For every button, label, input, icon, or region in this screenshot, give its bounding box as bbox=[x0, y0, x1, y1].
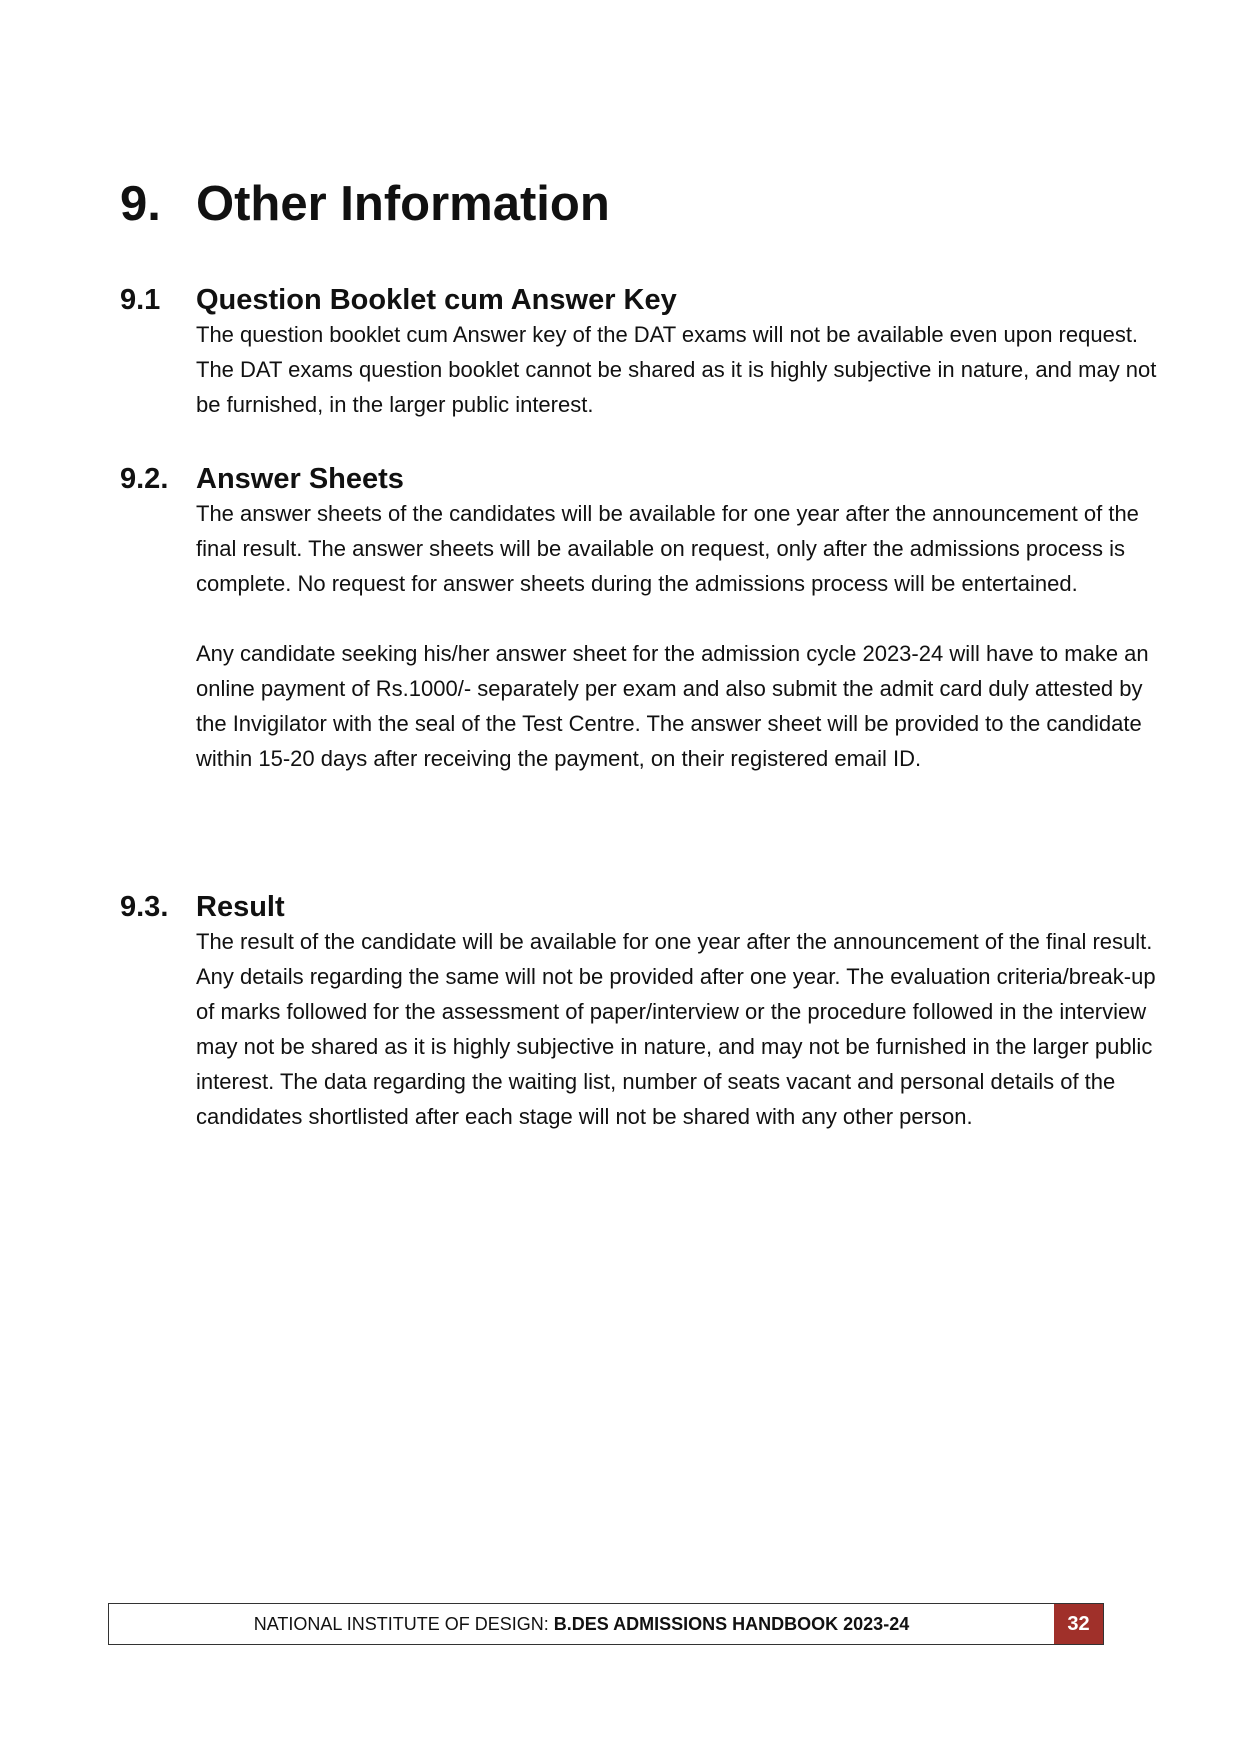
section-result bbox=[120, 890, 1160, 1134]
section-answer-sheets bbox=[120, 462, 1160, 776]
chapter-title: Other Information bbox=[196, 177, 610, 231]
section-title: Question Booklet cum Answer Key bbox=[196, 284, 677, 316]
chapter-number: 9. bbox=[120, 177, 161, 231]
section-body bbox=[196, 496, 1160, 776]
section-heading bbox=[120, 462, 1160, 496]
section-body bbox=[196, 924, 1160, 1134]
section-question-booklet bbox=[120, 283, 1160, 422]
footer-title bbox=[109, 1604, 1054, 1644]
paragraph: The answer sheets of the candidates will be available for one year after the announcement of the final result. The answer sheets will be available on request, only after the admissions process is complete. No request for answer sheets during the admissions process will be entertained. bbox=[196, 501, 1139, 596]
section-heading bbox=[120, 283, 1160, 317]
page-footer bbox=[108, 1603, 1104, 1645]
section-number: 9.3. bbox=[120, 891, 169, 923]
paragraph: Any candidate seeking his/her answer sheet for the admission cycle 2023-24 will have to make an online payment of Rs.1000/- separately per exam and also submit the admit card duly attested by the Invigilator with the seal of the Test Centre. The answer sheet will be provided to the candidate within 15-20 days after receiving the payment, on their registered email ID. bbox=[196, 641, 1149, 771]
footer-institute: NATIONAL INSTITUTE OF DESIGN: bbox=[253, 1613, 549, 1634]
page-number: 32 bbox=[1054, 1604, 1103, 1644]
section-heading bbox=[120, 890, 1160, 924]
section-number: 9.2. bbox=[120, 463, 169, 495]
section-body bbox=[196, 317, 1160, 422]
section-number: 9.1 bbox=[120, 284, 161, 316]
page-title bbox=[120, 172, 610, 236]
footer-handbook: B.DES ADMISSIONS HANDBOOK 2023-24 bbox=[553, 1613, 910, 1634]
section-title: Answer Sheets bbox=[196, 463, 404, 495]
paragraph: The result of the candidate will be available for one year after the announcement of the final result. Any details regarding the same will not be provided after one year. The evaluation criteria/break-up of marks followed for the assessment of paper/interview or the procedure followed in the interview may not be shared as it is highly subjective in nature, and may not be furnished in the larger public interest. The data regarding the waiting list, number of seats vacant and personal details of the candidates shortlisted after each stage will not be shared with any other person. bbox=[196, 929, 1156, 1129]
paragraph: The question booklet cum Answer key of the DAT exams will not be available even upon request. The DAT exams question booklet cannot be shared as it is highly subjective in nature, and may not be furnished, in the larger public interest. bbox=[196, 322, 1157, 417]
section-title: Result bbox=[196, 891, 285, 923]
